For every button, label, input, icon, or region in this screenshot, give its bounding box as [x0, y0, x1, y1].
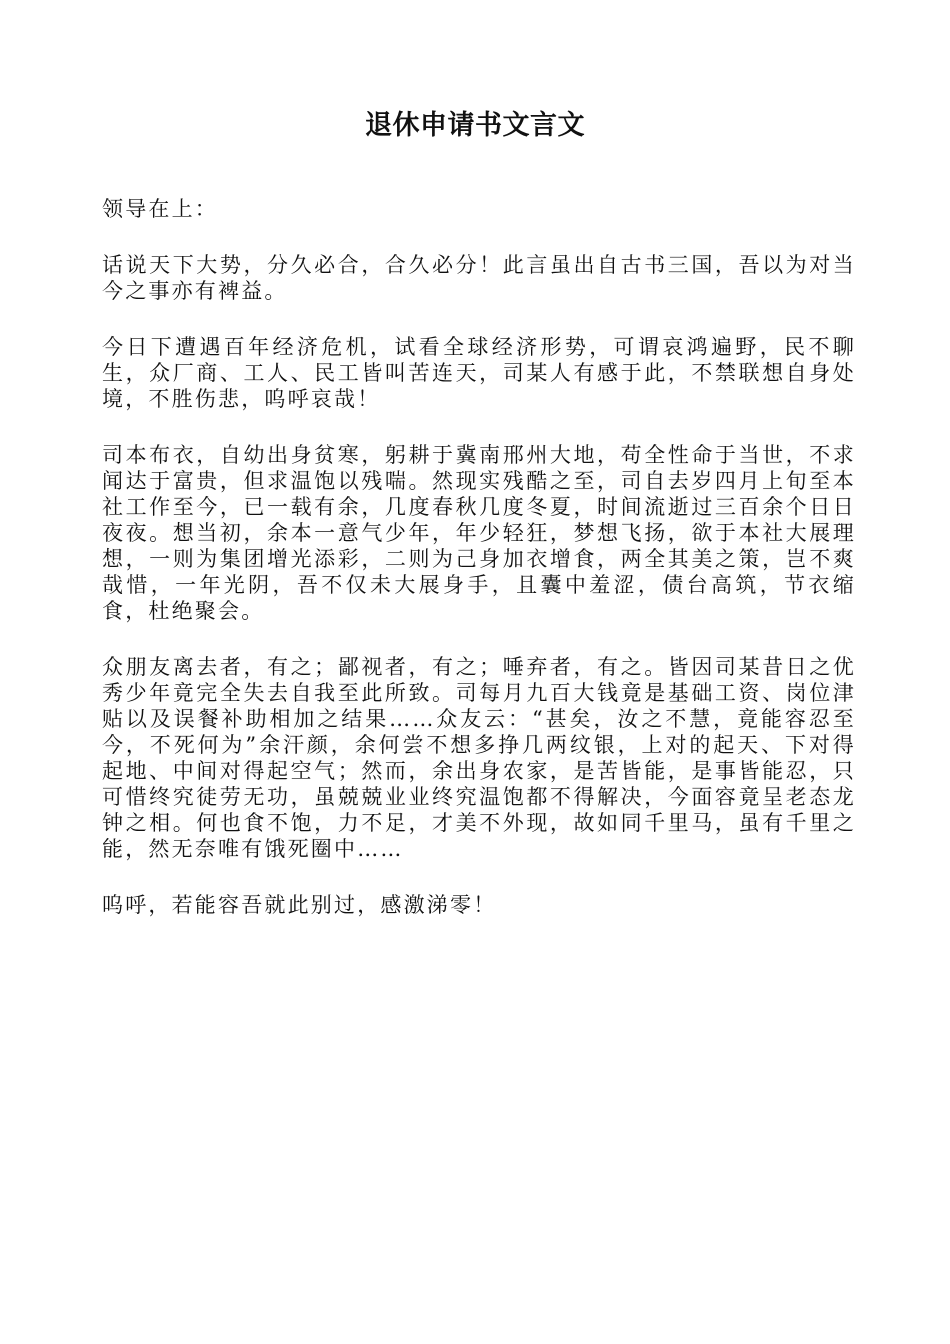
document-body [102, 196, 856, 948]
paragraph-2: 今日下遭遇百年经济危机，试看全球经济形势，可谓哀鸿遍野，民不聊生，众厂商、工人、民工皆叫苦连天，司某人有感于此，不禁联想自身处境，不胜伤悲，呜呼哀哉！ [102, 335, 856, 411]
salutation: 领导在上： [102, 197, 218, 221]
paragraph-3: 司本布衣，自幼出身贫寒，躬耕于冀南邢州大地，苟全性命于当世，不求闻达于富贵，但求温饱以残喘。然现实残酷之至，司自去岁四月上旬至本社工作至今，已一载有余，几度春秋几度冬夏，时间流逝过三百余个日日夜夜。想当初，余本一意气少年，年少轻狂，梦想飞扬，欲于本社大展理想，一则为集团增光添彩，二则为己身加衣增食，两全其美之策，岂不爽哉惜，一年光阴，吾不仅未大展身手，且囊中羞涩，债台高筑，节衣缩食，杜绝聚会。 [102, 443, 856, 623]
paragraph-5: 呜呼，若能容吾就此别过，感激涕零！ [102, 893, 497, 917]
paragraph-1: 话说天下大势，分久必合，合久必分！此言虽出自古书三国，吾以为对当今之事亦有裨益。 [102, 253, 856, 303]
document-title: 退休申请书文言文 [365, 110, 585, 141]
paragraph-4: 众朋友离去者，有之；鄙视者，有之；唾弃者，有之。皆因司某昔日之优秀少年竟完全失去自我至此所致。司每月九百大钱竟是基础工资、岗位津贴以及误餐补助相加之结果……众友云：“甚矣，汝之不慧，竟能容忍至今，不死何为”余汗颜，余何尝不想多挣几两纹银，上对的起天、下对得起地、中间对得起空气；然而，余出身农家，是苦皆能，是事皆能忍，只可惜终究徒劳无功，虽兢兢业业终究温饱都不得解决，今面容竟呈老态龙钟之相。何也食不饱，力不足，才美不外现，故如同千里马，虽有千里之能，然无奈唯有饿死圈中…… [102, 655, 856, 861]
